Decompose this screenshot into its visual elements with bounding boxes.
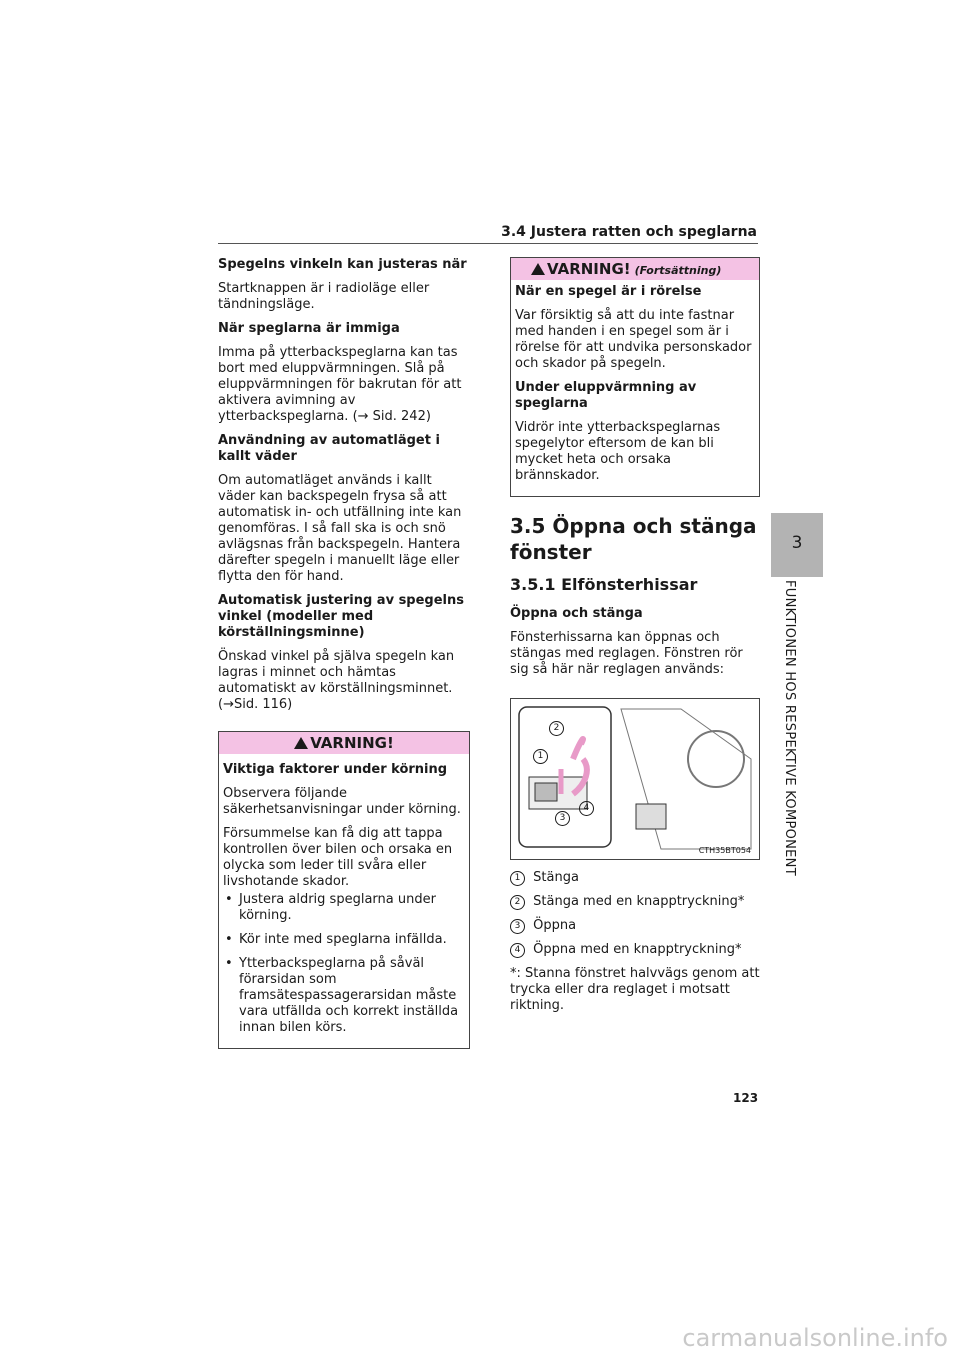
callout-3: 3 (555, 811, 570, 826)
section-title: 3.5 Öppna och stänga fönster (510, 514, 757, 564)
warning-paragraph: Observera följande säkerhetsanvisningar under körning. (223, 786, 461, 817)
figure-code: CTH35BT054 (698, 846, 751, 855)
item-number: 4 (510, 943, 525, 958)
heading-cold-weather: Användning av automatläget i kallt väder (218, 433, 440, 464)
list-item (510, 870, 760, 886)
warning-title: VARNING! (310, 734, 394, 752)
heading-memory: Automatisk justering av spegelns vinkel (modeller med körställningsminne) (218, 593, 464, 640)
warning-paragraph: Försummelse kan få dig att tappa kontrollen över bilen och orsaka en olycka som leder till svåra eller livshotande skador. (223, 826, 453, 889)
heading-open-close: Öppna och stänga (510, 606, 643, 621)
window-switch-illustration (510, 698, 760, 860)
callout-4: 4 (579, 801, 594, 816)
list-item (510, 894, 760, 910)
footnote: *: Stanna fönstret halvvägs genom att trycka eller dra reglaget i motsatt riktning. (510, 966, 760, 1013)
list-item: • Kör inte med speglarna infällda. (223, 932, 465, 948)
left-column (218, 257, 470, 1049)
item-text: Stänga med en knapptryckning* (533, 894, 745, 909)
window-switch-drawing (511, 699, 759, 859)
paragraph: Imma på ytterbackspeglarna kan tas bort med eluppvärmningen. Slå på eluppvärmningen för bakrutan för att aktivera avimning av ytterbackspeglarna. (→ Sid. 242) (218, 345, 462, 424)
paragraph: Fönsterhissarna kan öppnas och stängas med reglagen. Fönstren rör sig så här när reglagen används: (510, 630, 743, 677)
callout-2: 2 (549, 721, 564, 736)
header-divider (218, 243, 758, 244)
list-item (510, 918, 760, 934)
right-column (510, 257, 760, 1022)
warning-heading: Viktiga faktorer under körning (223, 762, 448, 777)
heading-mirror-angle: Spegelns vinkeln kan justeras när (218, 257, 467, 272)
warning-paragraph: Vidrör inte ytterbackspeglarnas spegelytor eftersom de kan bli mycket heta och orsaka brännskador. (515, 420, 721, 483)
item-text: Stänga (533, 870, 579, 885)
warning-heading: När en spegel är i rörelse (515, 284, 702, 299)
warning-paragraph: Var försiktig så att du inte fastnar med handen i en spegel som är i rörelse för att undvika personskador och skador på spegeln. (515, 308, 752, 371)
list-item: • Ytterbackspeglarna på såväl förarsidan som framsätespassagerarsidan måste vara utfällda och korrekt inställda innan bilen körs. (223, 956, 465, 1036)
warning-subtitle: (Fortsättning) (634, 264, 722, 277)
item-number: 1 (510, 871, 525, 886)
page-number: 123 (733, 1091, 759, 1105)
warning-list (223, 892, 465, 1036)
warning-heading: Under eluppvärmning av speglarna (515, 380, 697, 411)
chapter-number: 3 (791, 533, 803, 553)
heading-fogged: När speglarna är immiga (218, 321, 400, 336)
item-text: Öppna med en knapptryckning* (533, 942, 742, 957)
item-number: 3 (510, 919, 525, 934)
subsection-title: 3.5.1 Elfönsterhissar (510, 575, 698, 594)
warning-icon (294, 737, 308, 749)
item-text: Öppna (533, 918, 577, 933)
warning-box-continued (510, 257, 760, 497)
warning-title: VARNING! (547, 260, 631, 278)
warning-header (511, 258, 759, 280)
chapter-side-title: FUNKTIONEN HOS RESPEKTIVE KOMPONENT (782, 580, 797, 876)
list-item (510, 942, 760, 958)
chapter-tab (771, 513, 823, 577)
warning-header (219, 732, 469, 754)
warning-icon (531, 263, 545, 275)
list-item: • Justera aldrig speglarna under körning. (223, 892, 465, 924)
paragraph: Startknappen är i radioläge eller tändningsläge. (218, 281, 430, 312)
paragraph: Om automatläget används i kallt väder kan backspegeln frysa så att automatisk in- och utfällning inte kan genomföras. I så fall ska is och snö avlägsnas från backspegeln. Hantera därefter spegeln i manuellt läge eller flytta den för hand. (218, 473, 462, 584)
section-header: 3.4 Justera ratten och speglarna (501, 224, 757, 240)
callout-1: 1 (533, 749, 548, 764)
watermark: carmanualsonline.info (682, 1324, 948, 1352)
paragraph: Önskad vinkel på själva spegeln kan lagras i minnet och hämtas automatiskt av körställningsminnet. (→Sid. 116) (218, 649, 455, 712)
warning-box (218, 731, 470, 1049)
item-number: 2 (510, 895, 525, 910)
